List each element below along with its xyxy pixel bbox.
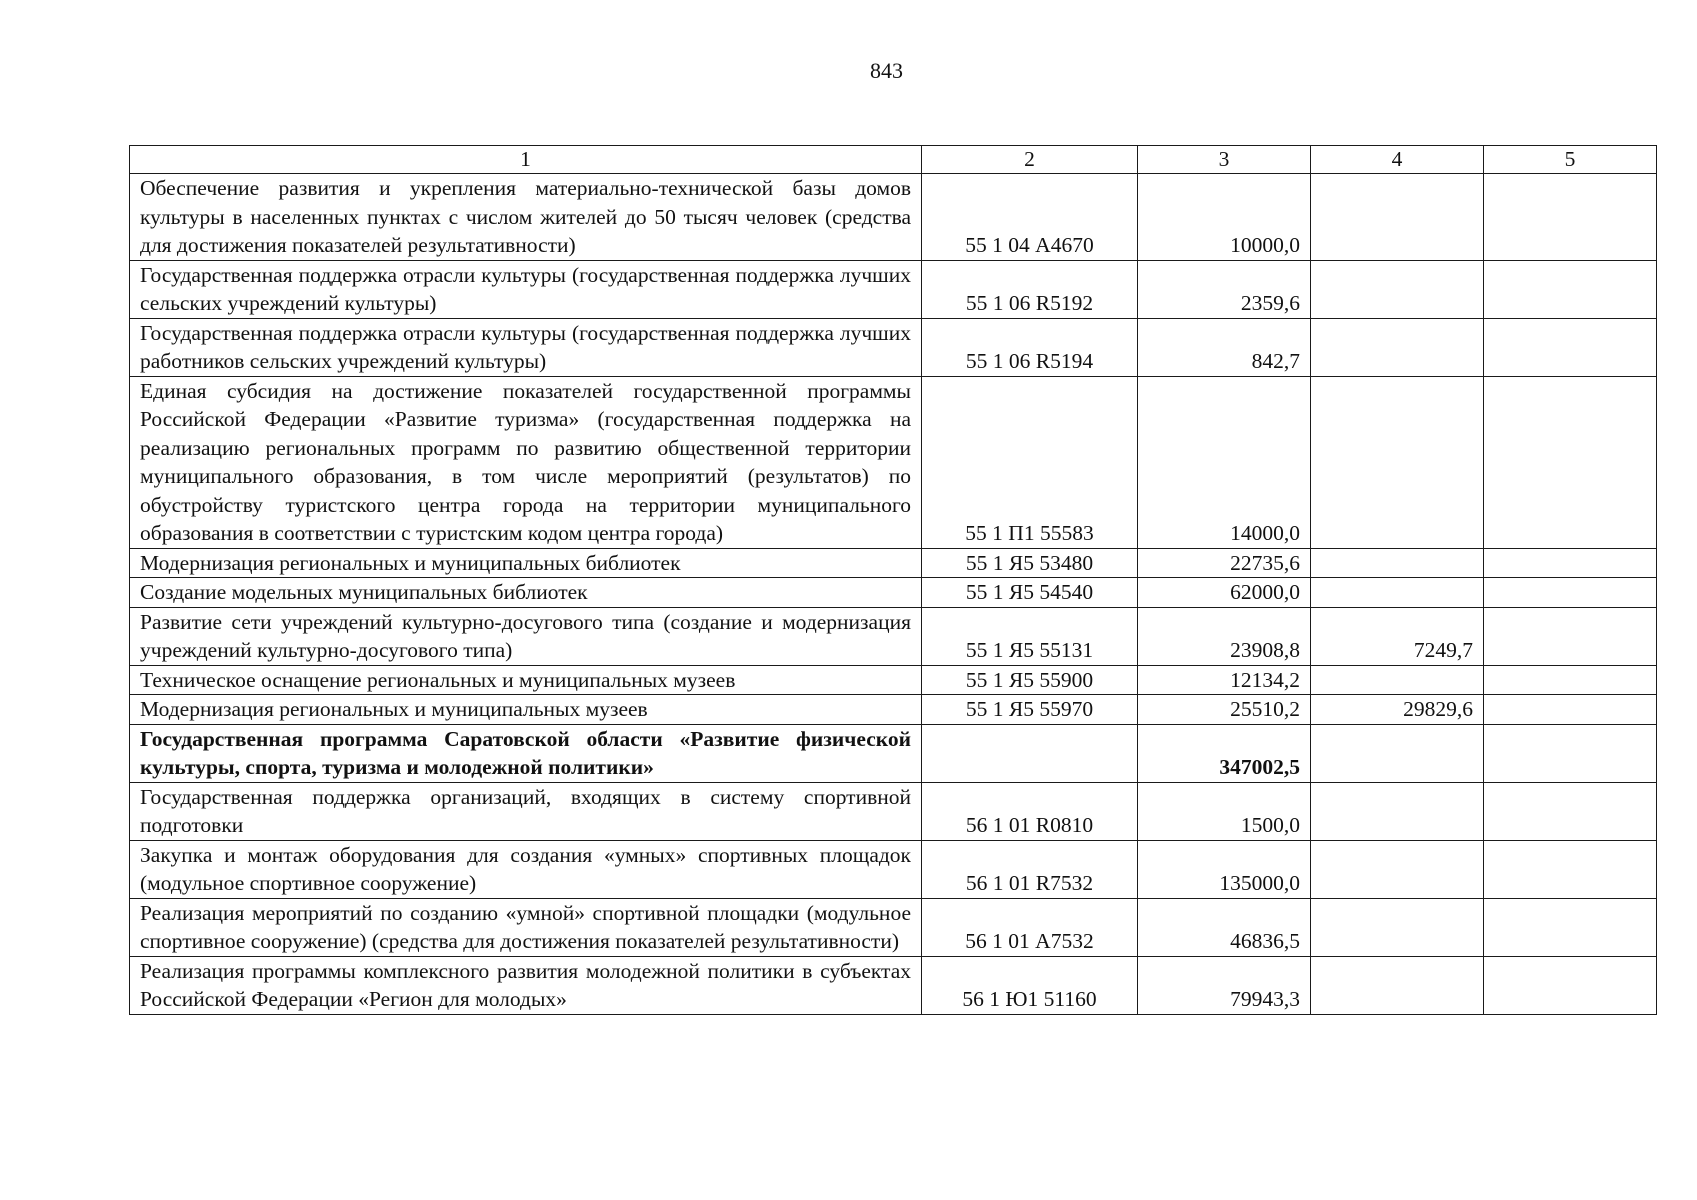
row-code-cell: 55 1 Я5 55131 (922, 607, 1138, 665)
row-col3-cell: 12134,2 (1138, 665, 1311, 695)
table-header-row (130, 146, 1657, 174)
row-col4-cell (1311, 578, 1484, 608)
table-row (130, 840, 1657, 898)
row-col5-cell (1484, 782, 1657, 840)
table-row (130, 174, 1657, 261)
column-header-2: 2 (922, 146, 1138, 174)
row-code-cell: 55 1 04 А4670 (922, 174, 1138, 261)
row-col4-cell (1311, 840, 1484, 898)
row-col5-cell (1484, 318, 1657, 376)
row-code-cell: 55 1 Я5 54540 (922, 578, 1138, 608)
row-code-cell: 55 1 П1 55583 (922, 376, 1138, 548)
row-col4-cell (1311, 174, 1484, 261)
row-code-cell: 55 1 06 R5194 (922, 318, 1138, 376)
row-col4-cell (1311, 665, 1484, 695)
row-name-cell: Техническое оснащение региональных и муниципальных музеев (130, 665, 922, 695)
table-row (130, 724, 1657, 782)
page-number: 843 (870, 58, 903, 83)
table-row (130, 956, 1657, 1014)
row-col3-cell: 347002,5 (1138, 724, 1311, 782)
row-col5-cell (1484, 174, 1657, 261)
table-row (130, 318, 1657, 376)
row-col4-cell (1311, 318, 1484, 376)
budget-table-body (130, 146, 1657, 1015)
table-row (130, 665, 1657, 695)
row-col4-cell (1311, 956, 1484, 1014)
row-col3-cell: 842,7 (1138, 318, 1311, 376)
budget-table (129, 145, 1657, 1015)
row-code-cell (922, 724, 1138, 782)
row-name-cell: Создание модельных муниципальных библиотек (130, 578, 922, 608)
table-row (130, 607, 1657, 665)
table-row (130, 898, 1657, 956)
row-col5-cell (1484, 578, 1657, 608)
row-col3-cell: 46836,5 (1138, 898, 1311, 956)
row-code-cell: 55 1 Я5 55900 (922, 665, 1138, 695)
column-header-3: 3 (1138, 146, 1311, 174)
row-col4-cell (1311, 782, 1484, 840)
row-col5-cell (1484, 956, 1657, 1014)
row-code-cell: 55 1 Я5 55970 (922, 695, 1138, 725)
row-name-cell: Государственная поддержка отрасли культуры (государственная поддержка лучших работников сельских учреждений культуры) (130, 318, 922, 376)
row-col3-cell: 23908,8 (1138, 607, 1311, 665)
column-header-4: 4 (1311, 146, 1484, 174)
row-name-cell: Реализация мероприятий по созданию «умной» спортивной площадки (модульное спортивное сооружение) (средства для достижения показателей результативности) (130, 898, 922, 956)
row-code-cell: 55 1 Я5 53480 (922, 548, 1138, 578)
row-name-cell: Модернизация региональных и муниципальных музеев (130, 695, 922, 725)
row-code-cell: 55 1 06 R5192 (922, 260, 1138, 318)
table-row (130, 695, 1657, 725)
row-code-cell: 56 1 01 А7532 (922, 898, 1138, 956)
row-name-cell: Обеспечение развития и укрепления материально-технической базы домов культуры в населенных пунктах с числом жителей до 50 тысяч человек (средства для достижения показателей результативности) (130, 174, 922, 261)
row-col3-cell: 79943,3 (1138, 956, 1311, 1014)
table-row (130, 260, 1657, 318)
row-name-cell: Государственная поддержка отрасли культуры (государственная поддержка лучших сельских учреждений культуры) (130, 260, 922, 318)
table-row (130, 578, 1657, 608)
row-col5-cell (1484, 376, 1657, 548)
row-name-cell: Государственная программа Саратовской области «Развитие физической культуры, спорта, туризма и молодежной политики» (130, 724, 922, 782)
row-col5-cell (1484, 548, 1657, 578)
row-name-cell: Государственная поддержка организаций, входящих в систему спортивной подготовки (130, 782, 922, 840)
row-col4-cell (1311, 898, 1484, 956)
row-name-cell: Модернизация региональных и муниципальных библиотек (130, 548, 922, 578)
column-header-1: 1 (130, 146, 922, 174)
column-header-5: 5 (1484, 146, 1657, 174)
row-col4-cell (1311, 724, 1484, 782)
row-code-cell: 56 1 01 R0810 (922, 782, 1138, 840)
table-row (130, 548, 1657, 578)
row-col4-cell (1311, 376, 1484, 548)
row-col3-cell: 1500,0 (1138, 782, 1311, 840)
row-col5-cell (1484, 607, 1657, 665)
row-col4-cell (1311, 548, 1484, 578)
row-col5-cell (1484, 695, 1657, 725)
table-row (130, 376, 1657, 548)
row-name-cell: Единая субсидия на достижение показателей государственной программы Российской Федерации «Развитие туризма» (государственная поддержка на реализацию региональных программ по развитию общественной территории муниципального образования, в том числе мероприятий (результатов) по обустройству туристского центра города на территории муниципального образования в соответствии с туристским кодом центра города) (130, 376, 922, 548)
row-col5-cell (1484, 260, 1657, 318)
row-col3-cell: 14000,0 (1138, 376, 1311, 548)
row-name-cell: Реализация программы комплексного развития молодежной политики в субъектах Российской Федерации «Регион для молодых» (130, 956, 922, 1014)
row-col5-cell (1484, 898, 1657, 956)
row-code-cell: 56 1 01 R7532 (922, 840, 1138, 898)
table-row (130, 782, 1657, 840)
row-name-cell: Закупка и монтаж оборудования для создания «умных» спортивных площадок (модульное спортивное сооружение) (130, 840, 922, 898)
row-col3-cell: 62000,0 (1138, 578, 1311, 608)
row-col4-cell: 29829,6 (1311, 695, 1484, 725)
row-col3-cell: 25510,2 (1138, 695, 1311, 725)
row-col3-cell: 2359,6 (1138, 260, 1311, 318)
row-col5-cell (1484, 724, 1657, 782)
row-col4-cell: 7249,7 (1311, 607, 1484, 665)
row-col4-cell (1311, 260, 1484, 318)
row-col5-cell (1484, 840, 1657, 898)
row-col3-cell: 10000,0 (1138, 174, 1311, 261)
row-code-cell: 56 1 Ю1 51160 (922, 956, 1138, 1014)
row-name-cell: Развитие сети учреждений культурно-досугового типа (создание и модернизация учреждений культурно-досугового типа) (130, 607, 922, 665)
row-col5-cell (1484, 665, 1657, 695)
row-col3-cell: 22735,6 (1138, 548, 1311, 578)
row-col3-cell: 135000,0 (1138, 840, 1311, 898)
